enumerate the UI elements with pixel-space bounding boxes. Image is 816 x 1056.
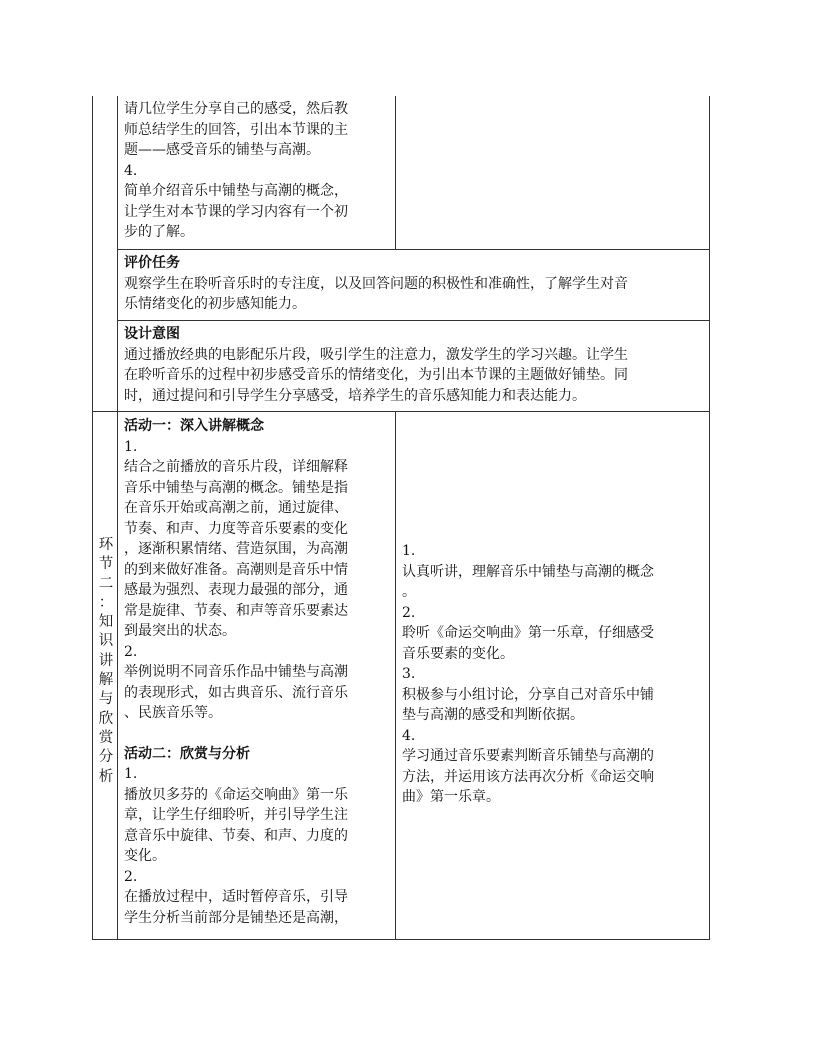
text-line: 变化。 (124, 848, 166, 864)
text-line: 简单介绍音乐中铺垫与高潮的概念， (124, 183, 348, 199)
text-line: 感最为强烈、表现力最强的部分，通 (124, 582, 348, 598)
stage-char: 析 (98, 768, 114, 785)
text-line: 题——感受音乐的铺垫与高潮。 (124, 142, 320, 158)
text-line: ，逐渐积累情绪、营造氛围，为高潮 (124, 541, 348, 557)
text-line: 1. (402, 543, 416, 559)
stage-char: 解 (98, 672, 114, 689)
text-line: 在播放过程中，适时暂停音乐，引导 (124, 889, 348, 905)
text-line: 结合之前播放的音乐片段，详细解释 (124, 459, 348, 475)
table-left-border (92, 96, 93, 940)
text-line: 4. (124, 162, 138, 179)
teacher-student-divider-2 (395, 412, 396, 940)
stage-label-vertical (96, 536, 116, 787)
stage-char: 与 (98, 691, 114, 708)
text-line: 认真听讲，理解音乐中铺垫与高潮的概念 (402, 563, 654, 580)
text-line: 在音乐开始或高潮之前，通过旋律、 (124, 500, 348, 516)
text-line: 2. (402, 604, 416, 621)
text-line: 3. (402, 666, 416, 682)
text-line: 曲》第一乐章。 (402, 789, 500, 805)
student-activity-cell (402, 541, 706, 808)
text-line: 章，让学生仔细聆听，并引导学生注 (124, 807, 348, 823)
activity2-title: 活动二：欣赏与分析 (124, 745, 250, 762)
stage-char: ： (98, 594, 114, 611)
text-line: 通过播放经典的电影配乐片段，吸引学生的注意力，激发学生的学习兴趣。让学生 (124, 346, 628, 363)
design-intent-cell (124, 324, 706, 406)
design-title: 设计意图 (124, 326, 180, 342)
text-line: 4. (402, 727, 416, 744)
text-line: 音乐中铺垫与高潮的概念。铺垫是指 (124, 479, 348, 496)
text-line: 音乐要素的变化。 (402, 645, 514, 662)
stage-char: 赏 (98, 729, 114, 746)
stage-char: 环 (98, 537, 114, 553)
text-line: 到最突出的状态。 (124, 623, 236, 639)
stage-char: 二 (98, 575, 114, 592)
text-line: 时，通过提问和引导学生分享感受，培养学生的音乐感知能力和表达能力。 (124, 387, 586, 404)
text-line: 意音乐中旋律、节奏、和声、力度的 (124, 827, 348, 844)
text-line: 节奏、和声、力度等音乐要素的变化 (124, 520, 348, 537)
table-right-border (709, 96, 710, 940)
paragraph-gap (124, 724, 392, 744)
stage-char: 知 (98, 614, 114, 631)
text-line: 在聆听音乐的过程中初步感受音乐的情绪变化，为引出本节课的主题做好铺垫。同 (124, 367, 628, 383)
text-line: 常是旋律、节奏、和声等音乐要素达 (124, 602, 348, 619)
text-line: 。 (402, 584, 416, 600)
teacher-activity-cell-1 (124, 99, 392, 243)
teacher-student-divider-1 (395, 96, 396, 249)
text-line: 学生分析当前部分是铺垫还是高潮， (124, 909, 348, 926)
row-divider-design (117, 320, 710, 321)
text-line: 观察学生在聆听音乐时的专注度，以及回答问题的积极性和准确性，了解学生对音 (124, 275, 628, 292)
text-line: 1. (124, 766, 138, 782)
text-line: 垫与高潮的感受和判断依据。 (402, 707, 584, 723)
evaluation-cell (124, 253, 706, 315)
text-line: 学习通过音乐要素判断音乐铺垫与高潮的 (402, 748, 654, 764)
text-line: 步的了解。 (124, 224, 194, 240)
row-divider-section2 (92, 411, 710, 412)
text-line: 、民族音乐等。 (124, 705, 222, 721)
stage-char: 讲 (98, 652, 114, 669)
evaluation-title: 评价任务 (124, 255, 180, 271)
text-line: 2. (124, 643, 138, 660)
stage-char: 节 (98, 556, 114, 573)
text-line: 乐情绪变化的初步感知能力。 (124, 296, 306, 312)
text-line: 方法，并运用该方法再次分析《命运交响 (402, 768, 654, 785)
text-line: 让学生对本节课的学习内容有一个初 (124, 203, 348, 220)
text-line: 的到来做好准备。高潮则是音乐中情 (124, 561, 348, 578)
text-line: 1. (124, 438, 138, 455)
text-line: 积极参与小组讨论，分享自己对音乐中铺 (402, 686, 654, 703)
activity1-title: 活动一：深入讲解概念 (124, 418, 264, 434)
text-line: 请几位学生分享自己的感受，然后教 (124, 101, 348, 117)
table-bottom-border (92, 939, 710, 940)
row-divider-evaluation (117, 249, 710, 250)
stage-char: 识 (98, 633, 114, 650)
stage-char: 欣 (98, 710, 114, 727)
text-line: 举例说明不同音乐作品中铺垫与高潮 (124, 664, 348, 680)
teacher-activity-cell-2 (124, 416, 392, 928)
text-line: 2. (124, 868, 138, 885)
stage-column-divider (117, 96, 118, 940)
text-line: 的表现形式，如古典音乐、流行音乐 (124, 684, 348, 701)
text-line: 聆听《命运交响曲》第一乐章，仔细感受 (402, 625, 654, 641)
stage-char: 分 (98, 749, 114, 766)
text-line: 播放贝多芬的《命运交响曲》第一乐 (124, 786, 348, 803)
text-line: 师总结学生的回答，引出本节课的主 (124, 121, 348, 138)
